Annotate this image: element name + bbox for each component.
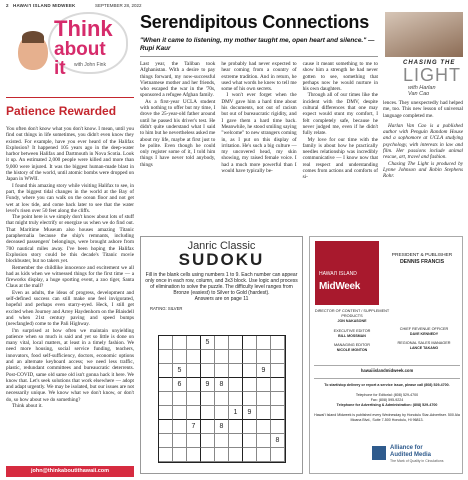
sudoku-cell[interactable] <box>159 378 173 392</box>
role: EXECUTIVE EDITOR <box>333 329 371 333</box>
sudoku-cell[interactable] <box>215 406 229 420</box>
sudoku-cell[interactable]: 8 <box>215 378 229 392</box>
author-bio: Harlan Van Cao is a published author with Penguin Random House and a sophomore at UCLA studying psychology, with interests in law and film. Her passions include animal rescue, art, travel and fashion. <box>383 122 463 161</box>
sudoku-cell[interactable] <box>257 378 271 392</box>
aam-line-1: Alliance for Audited Media <box>390 445 432 458</box>
sudoku-cell[interactable] <box>243 364 257 378</box>
sudoku-cell[interactable] <box>215 336 229 350</box>
sudoku-cell[interactable] <box>243 420 257 434</box>
sudoku-cell[interactable] <box>229 336 243 350</box>
sudoku-cell[interactable] <box>243 448 257 462</box>
sudoku-cell[interactable]: 8 <box>215 420 229 434</box>
sudoku-cell[interactable] <box>201 420 215 434</box>
sudoku-kicker: Janric Classic <box>187 240 256 252</box>
column-logo <box>18 12 122 92</box>
sudoku-cell[interactable] <box>187 406 201 420</box>
difficulty-rating: RATING: SILVER <box>150 306 183 311</box>
sudoku-cell[interactable] <box>201 434 215 448</box>
publication-notice: Hawai'i Island Midweek is published every Wednesday by Honolulu Star-Advertiser. 500 Ala Moana Blvd., Suite 7-500 Honolulu, HI 96813. <box>314 413 460 422</box>
publisher-title: PRESIDENT & PUBLISHER <box>391 253 453 258</box>
sudoku-cell[interactable] <box>229 350 243 364</box>
sudoku-cell[interactable] <box>159 434 173 448</box>
logo-line-2: about it <box>54 39 106 79</box>
aam-badge <box>372 444 460 470</box>
text-column-2 <box>221 61 296 181</box>
sudoku-cell[interactable] <box>271 350 285 364</box>
sudoku-cell[interactable] <box>159 336 173 350</box>
sudoku-cell[interactable] <box>271 392 285 406</box>
sudoku-cell[interactable] <box>271 336 285 350</box>
advertising-phone: Telephone for Advertising & Administration: (808) 529-4700 <box>336 403 438 407</box>
delivery-info: To start/stop delivery or report a service issue, please call (808) 529-4700. <box>324 383 450 387</box>
byline-name: Van Cao <box>408 91 430 97</box>
answers-note: Answers are on page 11 <box>194 296 249 302</box>
executive-editor <box>314 329 390 339</box>
divider <box>140 56 378 57</box>
publisher-name: DENNIS FRANCIS <box>399 259 445 265</box>
byline-with: with Harlan <box>408 85 436 91</box>
sudoku-cell[interactable] <box>201 392 215 406</box>
regional-sales-manager <box>386 341 462 351</box>
sudoku-cell[interactable] <box>257 350 271 364</box>
sudoku-puzzle <box>140 236 303 474</box>
logo-line-1: Think <box>54 16 113 41</box>
masthead: HAWAI'I ISLAND MIDWEEK <box>13 3 76 8</box>
sudoku-cell[interactable] <box>173 336 187 350</box>
paragraph: You often don't know what you don't know. I mean, until you find out things in life sometimes, you didn't even know they existed. For example, have you ever heard of the Halifax Explosion? It happened 105 years ago in the deep-water harbor between Halifax and Dartmouth in Nova Scotia. Look it up. An estimated 2,000 people were killed and more than 9,000 were injured. It was the biggest human-made blast in the history of the world, until atomic bombs were dropped on Japan in WWII. <box>6 126 134 183</box>
sudoku-cell[interactable] <box>271 406 285 420</box>
masthead-box <box>309 236 463 474</box>
paragraph: I won't ever forget when the DMV gave him a hard time about his documents, not out of racism but out of bureaucratic rigidity, and I gave them a hard time back. Meanwhile, he stood smiling saying "welcome" to new strangers coming in, as I put on this display of irritation. He's such a big culture — my uncovered head, my skin showing, my raised female voice. I had a much more powerful than I would have typically be- <box>221 92 297 175</box>
paragraph: Through all of our times like the incident with the DMV, despite cultural differences that one may expect would stunt my comfort, I felt completely safe, because he never judged me, even if he didn't fully relate. <box>302 92 378 137</box>
logo-kicker: CHASING THE <box>403 60 456 66</box>
sudoku-cell[interactable] <box>257 406 271 420</box>
sudoku-cell[interactable] <box>229 364 243 378</box>
sudoku-cell[interactable] <box>201 406 215 420</box>
role: DIRECTOR OF CONTENT / SUPPLEMENT PRODUCTS <box>314 309 390 318</box>
author-email-link[interactable]: john@thinkaboutithawaii.com <box>6 466 134 477</box>
article-title: Patience Rewarded <box>6 97 134 118</box>
aam-logo-icon <box>372 446 386 460</box>
text-column-3 <box>303 61 378 181</box>
sudoku-cell[interactable]: 5 <box>173 364 187 378</box>
sudoku-cell[interactable] <box>173 434 187 448</box>
page-header <box>0 0 468 11</box>
sudoku-cell[interactable] <box>271 448 285 462</box>
author-photo <box>385 12 463 57</box>
sudoku-cell[interactable]: 1 <box>229 406 243 420</box>
sudoku-cell[interactable]: 5 <box>201 336 215 350</box>
sudoku-cell[interactable] <box>159 420 173 434</box>
editorial-phone: Telephone for Editorial: (808) 529-4700 <box>355 393 419 397</box>
sudoku-cell[interactable] <box>173 392 187 406</box>
publisher <box>384 253 460 265</box>
sudoku-cell[interactable] <box>229 420 243 434</box>
sudoku-cell[interactable] <box>173 406 187 420</box>
serendipitous-article <box>140 12 378 181</box>
sudoku-cell[interactable]: 6 <box>173 378 187 392</box>
sudoku-cell[interactable] <box>201 364 215 378</box>
sudoku-cell[interactable] <box>257 336 271 350</box>
page-number: 2 <box>6 3 9 8</box>
name: BILL MOSSMAN <box>338 334 366 338</box>
sudoku-cell[interactable]: 7 <box>187 420 201 434</box>
sudoku-cell[interactable] <box>215 392 229 406</box>
fax-number: Fax: (808) 595-9224 <box>370 398 404 402</box>
sudoku-cell[interactable] <box>271 364 285 378</box>
sudoku-cell[interactable] <box>243 336 257 350</box>
paragraph: Even as adults, the ideas of progress, development and self-defined success can still make one feel invigorated, hopeful and perhaps even starry-eyed. Heck, I still get excited when Journey and Arrey Haydenhorn on the Blaisdell and when 21st century paving and speed bumps (newfangled) come to the Pali Highway. <box>6 289 134 328</box>
paragraph: he probably had never expected to hear coming from a country of extreme tradition. And in return, he used what words he knew to tell me some of his own secrets. <box>221 61 297 93</box>
paragraph: cause it meant something to me to show him a strength he had never gotten to see, something that perhaps now he would nurture in his own daughters. <box>302 61 378 93</box>
sudoku-cell[interactable] <box>159 448 173 462</box>
sudoku-cell[interactable] <box>243 434 257 448</box>
sudoku-cell[interactable] <box>229 392 243 406</box>
role: MANAGING EDITOR <box>333 343 370 347</box>
sudoku-cell[interactable] <box>201 350 215 364</box>
divider <box>314 378 460 379</box>
logo-name: MidWeek <box>319 281 361 292</box>
sudoku-cell[interactable] <box>187 336 201 350</box>
logo-region: HAWAI'I ISLAND <box>319 271 357 277</box>
sudoku-cell[interactable] <box>159 350 173 364</box>
article-body <box>6 126 134 409</box>
pull-quote: "When it came to listening, my mother taught me, open heart and silence." — Rupi Kaur <box>140 37 375 52</box>
sudoku-cell[interactable]: 9 <box>201 378 215 392</box>
sudoku-cell[interactable] <box>201 448 215 462</box>
article-headline: Serendipitous Connections <box>140 12 370 32</box>
logo-byline: with John Fink <box>74 62 106 68</box>
role: REGIONAL SALES MANAGER <box>397 341 451 345</box>
divider <box>314 365 460 366</box>
sudoku-cell[interactable] <box>215 434 229 448</box>
paragraph: Think about it. <box>12 403 43 410</box>
sudoku-cell[interactable] <box>215 350 229 364</box>
chief-revenue-officer <box>386 327 462 337</box>
sudoku-cell[interactable] <box>187 364 201 378</box>
sudoku-cell[interactable] <box>159 406 173 420</box>
sudoku-grid[interactable] <box>158 335 286 463</box>
sudoku-cell[interactable] <box>243 350 257 364</box>
name: DAVE KENNEDY <box>409 332 439 336</box>
sudoku-cell[interactable] <box>173 350 187 364</box>
paragraph: I found this amazing story while visiting Halifax to see, in part, the biggest tidal changes in the world at the Bay of Fundy, where you can walk on the ocean floor and not get wet at low tide, and come back later to see that the water level's risen over 50 feet along the cliffs. <box>6 182 134 214</box>
sudoku-cell[interactable] <box>159 392 173 406</box>
sudoku-cell[interactable] <box>215 448 229 462</box>
sudoku-cell[interactable] <box>229 448 243 462</box>
sudoku-cell[interactable] <box>257 434 271 448</box>
paragraph: As a first-year UCLA student with nothing to offer but my time, I drove the 25-year-old father around until he passed his driver's test. He didn't quite understand what I said to him but he nevertheless asked me about my life, maybe at first just to be polite. Even though he could only register some of it, I told him things I have never told anybody, things <box>140 98 216 168</box>
paragraph: Last year, the Taliban took Afghanistan. With a desire to pay things forward, my now-successful Vietnamese mother and her friends, who escaped the war in the '70s, sponsored a refugee Afghan family. <box>140 61 216 99</box>
sudoku-cell[interactable]: 8 <box>271 434 285 448</box>
sudoku-cell[interactable] <box>187 448 201 462</box>
sudoku-instructions <box>144 272 299 302</box>
managing-editor <box>314 343 390 353</box>
sudoku-cell[interactable] <box>173 448 187 462</box>
sudoku-cell[interactable] <box>257 420 271 434</box>
article-continuation <box>383 100 463 180</box>
issue-date: SEPTEMBER 28, 2022 <box>95 3 142 8</box>
name: JON NAKASONE <box>337 319 367 323</box>
role: CHIEF REVENUE OFFICER <box>399 327 449 331</box>
sudoku-cell[interactable] <box>187 392 201 406</box>
instructions-text: Fill in the blank cells using numbers 1 to 9. Each number can appear only once in each row, column, and 3x3 block. Use logic and process of elimination to solve the puzzle. The difficulty level ranges from Bronze (easiest) to Silver to Gold (hardest). <box>145 272 298 296</box>
sudoku-cell[interactable] <box>243 392 257 406</box>
logo-byline <box>408 85 436 97</box>
name: LANCE TAKANO <box>409 346 439 350</box>
sudoku-cell[interactable] <box>187 350 201 364</box>
paragraph: My love for our time with the family is about how he practically needles relationship was incredibly communicative — I know now that real respect and understanding comes from actions and comforts of si- <box>302 136 378 181</box>
sudoku-cell[interactable]: 9 <box>257 364 271 378</box>
sudoku-cell[interactable] <box>271 378 285 392</box>
sudoku-cell[interactable] <box>229 378 243 392</box>
paragraph: The point here is we simply don't know about lots of stuff that might truly electrify or energize us when we do find out. That Maritime Museum also houses amazing Titanic paraphernalia because the ship's remnants, including deceased passengers' belongings, were brought ashore from 700 nautical miles away. I've been hoping the Halifax Explosion story could be this decade's Titanic movie blockbuster, but no takers yet. <box>6 214 134 265</box>
paragraph: Remember the childlike innocence and excitement we all had as kids when we witnessed things for the first time — a fireworks display, a huge sporting event, a zoo tiger, Santa Claus at the mall? <box>6 264 134 290</box>
article-columns <box>140 61 378 181</box>
paragraph: lences. They unexpectedly had helped me, too. This new lesson of universal language completed me. <box>383 100 463 119</box>
sudoku-cell[interactable] <box>159 364 173 378</box>
sudoku-cell[interactable]: 9 <box>243 406 257 420</box>
sudoku-cell[interactable] <box>271 420 285 434</box>
sudoku-title: SUDOKU <box>178 250 265 269</box>
think-about-it-column <box>6 12 134 480</box>
sudoku-cell[interactable] <box>257 392 271 406</box>
paragraph: I'm surprised at how often we maintain unyielding patience when so much is said and yet so little is done on many vital, local matters, at least in a timely fashion. We need more housing, social service funding, teachers, innovators, food self-sufficiency, doctors, economic options and an alternate keyboard access; we need less traffic, plastic, redundant committees and bureaucratic deterrents. Post-COVID, same old same old isn't gonna hack it here. We know that. Let's seek solutions that work elsewhere — adopt and adapt urgently. We may be isolated, but our issues are not necessarily unique. We know what we don't know, or don't do, so how about we do something? <box>6 327 134 403</box>
sudoku-cell[interactable] <box>173 420 187 434</box>
sudoku-cell[interactable] <box>215 364 229 378</box>
midweek-logo <box>315 241 379 305</box>
website-link[interactable]: hawaiiislandmidweek.com <box>360 368 414 373</box>
sudoku-cell[interactable] <box>187 434 201 448</box>
sudoku-cell[interactable] <box>187 378 201 392</box>
production-credit: Chasing The Light is produced by Lynne Johnson and Robin Stephens Rohr. <box>383 160 463 180</box>
name: NICOLE MONTON <box>336 348 368 352</box>
chasing-the-light-logo <box>385 12 463 100</box>
aam-tagline: The Mark of Quality in Circulations <box>390 459 444 463</box>
text-column-1 <box>140 61 215 181</box>
sudoku-cell[interactable] <box>257 448 271 462</box>
sudoku-cell[interactable] <box>229 434 243 448</box>
logo-title: LIGHT <box>403 65 462 85</box>
content-director <box>314 309 390 324</box>
author-headshot <box>18 34 48 70</box>
sudoku-cell[interactable] <box>243 378 257 392</box>
